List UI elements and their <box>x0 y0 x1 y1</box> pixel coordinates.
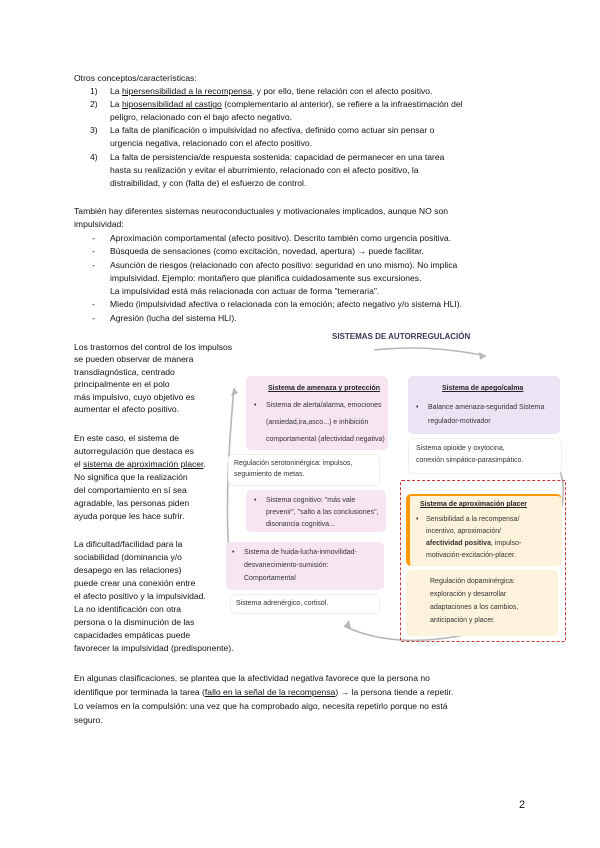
left-paragraph-2: el sistema de aproximación placer. <box>74 459 206 469</box>
left-paragraph-3: capacidades empáticas puede <box>74 630 191 640</box>
list-number: 1) <box>90 86 98 96</box>
bullet-dash: - <box>92 246 95 256</box>
cognitive-text: Sistema cognitivo: "más vale <box>266 497 356 504</box>
left-paragraph-3: La no identificación con otra <box>74 604 182 614</box>
systems-intro: impulsividad: <box>74 219 124 229</box>
left-paragraph-1: transdiagnóstica, centrado <box>74 367 175 377</box>
list-item-2-cont: peligro, relacionado con el bajo afecto negativo. <box>110 112 293 122</box>
list-number: 3) <box>90 125 98 135</box>
cognitive-text: disonancia cognitiva... <box>266 521 335 528</box>
page-number: 2 <box>519 799 526 811</box>
threat-item: (ansiedad,ira,asco...) e inhibición <box>266 419 369 426</box>
bullet-dash: - <box>92 313 95 323</box>
bullet-item: Búsqueda de sensaciones (como excitación, novedad, apertura) → puede facilitar. <box>110 246 424 256</box>
threat-system-title: Sistema de amenaza y protección <box>268 385 381 392</box>
left-paragraph-1: más impulsivo, cuyo objetivo es <box>74 392 195 402</box>
list-item-3: La falta de planificación o impulsividad no afectiva, definido como actuar sin pensar o <box>110 125 435 135</box>
bullet-item-cont: La impulsividad está más relacionada con actuar de forma "temeraria". <box>110 286 380 296</box>
list-item-2: La hiposensibilidad al castigo (complementario al anterior), se refiere a la infraestimación del <box>110 99 463 109</box>
left-paragraph-2: autorregulación que destaca es <box>74 446 194 456</box>
bottom-paragraph: Lo veíamos en la compulsión: una vez que ha comprobado algo, necesita repetirlo porque no está <box>74 701 448 711</box>
list-item-4-cont: hasta su realización y evitar el aburrimiento, relacionado con el afecto positivo, la <box>110 165 419 175</box>
list-item-4: La falta de persistencia/de respuesta sostenida: capacidad de permanecer en una tarea <box>110 152 445 162</box>
bullet-dot: • <box>232 549 235 556</box>
bullet-item: Agresión (lucha del sistema HLI). <box>110 313 237 323</box>
left-paragraph-3: sociabilidad (dominancia y/o <box>74 552 182 562</box>
bullet-dot: • <box>254 497 257 504</box>
left-paragraph-2: agradable, las personas piden <box>74 498 190 508</box>
flight-text: desvanecimiento-sumisión: <box>244 562 329 569</box>
bullet-item: Asunción de riesgos (relacionado con afecto positivo: seguridad en uno mismo). No implica <box>110 260 458 270</box>
cognitive-text: prevenir", "salto a las conclusiones", <box>266 509 379 516</box>
bottom-paragraph: seguro. <box>74 715 103 725</box>
left-paragraph-2: del comportamiento en sí sea <box>74 485 187 495</box>
opioid-text: Sistema opioide y oxytocina, <box>416 445 505 452</box>
approach-item: motivación-excitación-placer. <box>426 552 516 559</box>
autoregulation-figure <box>224 328 576 648</box>
left-paragraph-3: puede crear una conexión entre <box>74 578 196 588</box>
approach-item: Sensibilidad a la recompensa/ <box>426 516 520 523</box>
left-paragraph-1: Los trastornos del control de los impulsos <box>74 342 233 352</box>
left-paragraph-1: aumentar el afecto positivo. <box>74 404 180 414</box>
left-paragraph-2: No significa que la realización <box>74 472 188 482</box>
serotonin-text: Regulación serotoninérgica: impulsos, <box>234 460 353 467</box>
left-paragraph-3: desapego en las relaciones) <box>74 565 182 575</box>
left-paragraph-3: favorecer la impulsividad (predisponente). <box>74 643 234 653</box>
dopamine-text: adaptaciones a los cambios, <box>430 604 519 611</box>
bottom-paragraph: identifique por terminada la tarea (fallo en la señal de la recompensa) → la persona tiende a repetir. <box>74 687 454 697</box>
attachment-item: regulador-motivador <box>428 418 491 425</box>
bullet-item-cont: impulsividad. Ejemplo: montañero que planifica cuidadosamente sus excursiones. <box>110 273 422 283</box>
approach-item: afectividad positiva, impulso- <box>426 540 522 547</box>
bullet-dash: - <box>92 299 95 309</box>
adrenergic-text: Sistema adrenérgico, cortisol. <box>236 600 329 607</box>
bullet-dash: - <box>92 233 95 243</box>
left-paragraph-3: La dificultad/facilidad para la <box>74 539 183 549</box>
bullet-dot: • <box>416 404 419 411</box>
list-item-3-cont: urgencia negativa, relacionado con el afecto positivo. <box>110 138 313 148</box>
bullet-dot: • <box>416 516 419 523</box>
list-item-1: La hipersensibilidad a la recompensa, y por ello, tiene relación con el afecto positivo. <box>110 86 433 96</box>
threat-item: Sistema de alerta/alarma, emociones <box>266 402 382 409</box>
bullet-dash: - <box>92 260 95 270</box>
flight-text: Comportamental <box>244 575 296 582</box>
dopamine-text: exploración y desarrollar <box>430 591 507 598</box>
list-item-4-cont: distraibilidad, y con (falta de) el esfuerzo de control. <box>110 178 307 188</box>
list-number: 2) <box>90 99 98 109</box>
dopamine-text: anticipación y placer. <box>430 617 495 624</box>
left-paragraph-3: persona o la disminución de las <box>74 617 195 627</box>
list-number: 4) <box>90 152 98 162</box>
systems-intro: También hay diferentes sistemas neuroconductuales y motivacionales implicados, aunque NO son <box>74 206 449 216</box>
left-paragraph-1: se pueden observar de manera <box>74 354 194 364</box>
left-paragraph-2: ayuda porque les hace sufrir. <box>74 511 185 521</box>
serotonin-text: seguimiento de metas. <box>234 471 305 478</box>
bullet-dot: • <box>254 402 257 409</box>
attachment-item: Balance amenaza-seguridad Sistema <box>428 404 545 411</box>
left-paragraph-2: En este caso, el sistema de <box>74 433 180 443</box>
approach-item: incentivo, aproximación/ <box>426 528 502 535</box>
flight-text: Sistema de huida-lucha-inmovilidad- <box>244 549 357 556</box>
attachment-system-title: Sistema de apego/calma <box>442 385 524 392</box>
dopamine-text: Regulación dopaminérgica: <box>430 578 515 585</box>
left-paragraph-3: el afecto positivo y la impulsividad. <box>74 591 206 601</box>
threat-item: comportamental (afectividad negativa) <box>266 436 385 443</box>
approach-system-title: Sistema de aproximación placer <box>420 501 527 508</box>
bullet-item: Miedo (impulsividad afectiva o relacionada con la emoción; afecto negativo y/o sistema HLI). <box>110 299 463 309</box>
bottom-paragraph: En algunas clasificaciones, se plantea que la afectividad negativa favorece que la persona no <box>74 673 430 683</box>
bullet-item: Aproximación comportamental (afecto positivo). Descrito también como urgencia positiva. <box>110 233 452 243</box>
figure-title: SISTEMAS DE AUTORREGULACIÓN <box>332 332 471 341</box>
left-paragraph-1: principalmente en el polo <box>74 379 170 389</box>
opioid-text: conexión simpático-parasimpático. <box>416 457 524 464</box>
intro-heading: Otros conceptos/características: <box>74 73 197 83</box>
